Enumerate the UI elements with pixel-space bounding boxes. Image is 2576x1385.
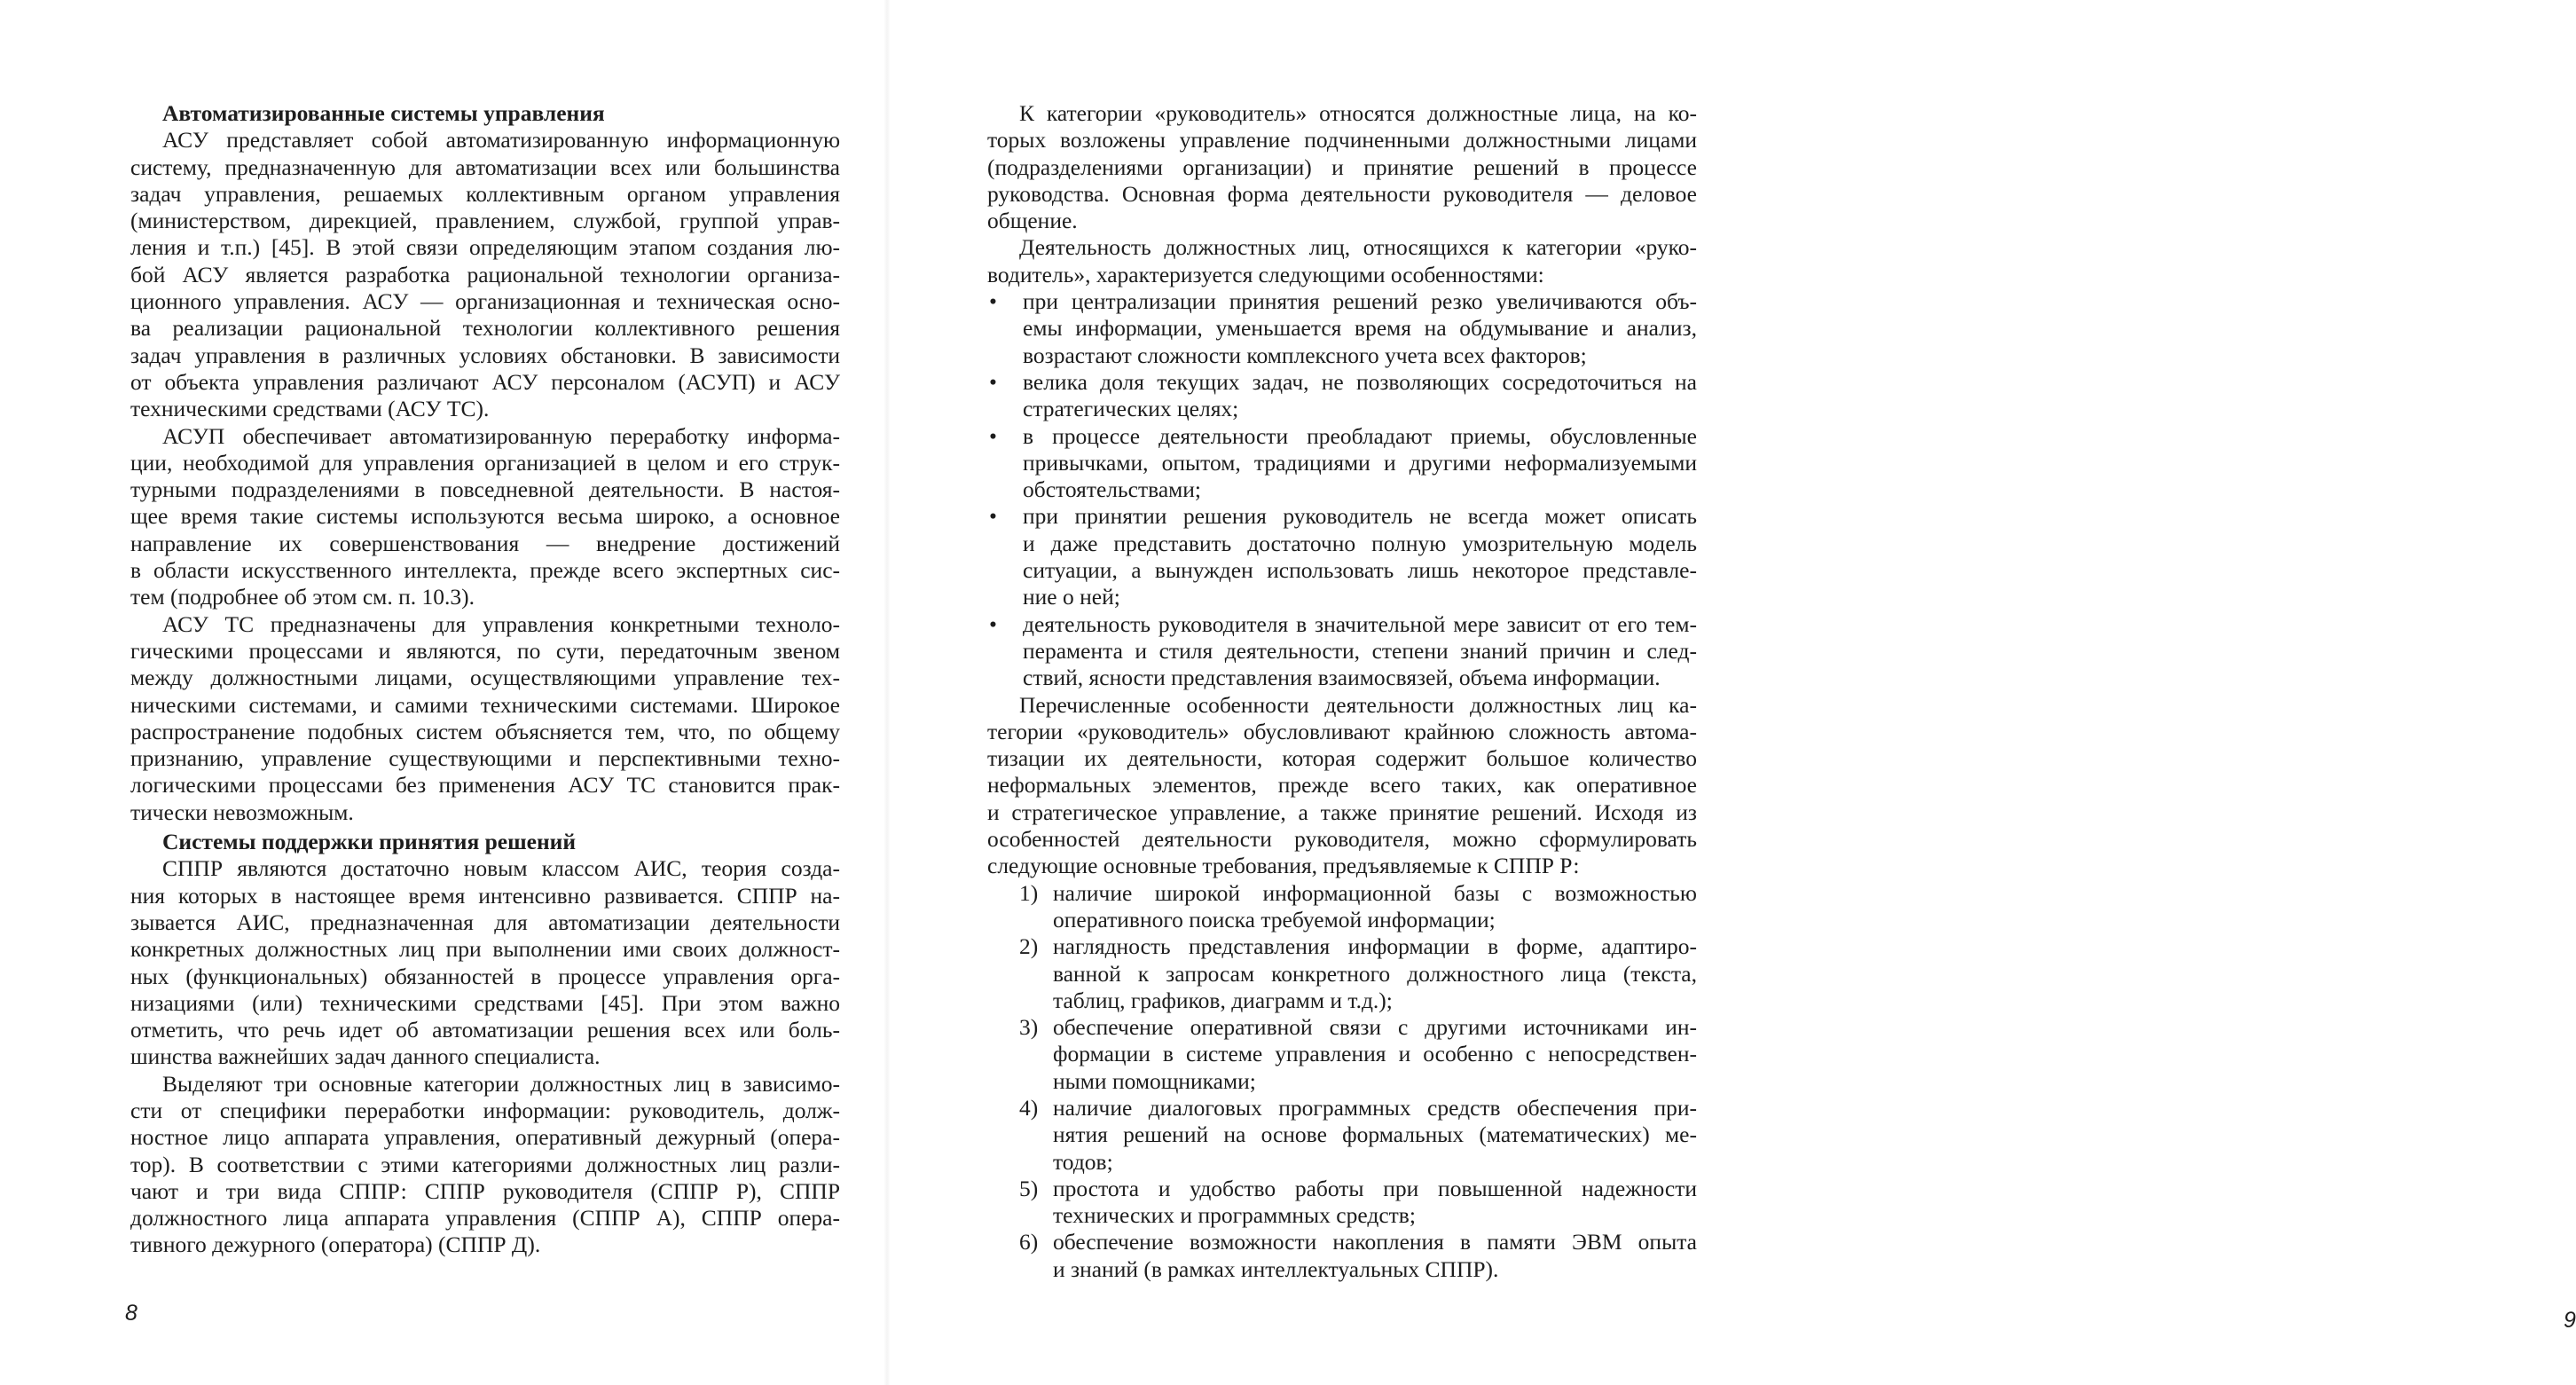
bullet-item xyxy=(987,369,1697,423)
features-bullet-list xyxy=(987,288,1697,691)
left-text-column xyxy=(130,100,840,1259)
paragraph-complexity xyxy=(987,692,1697,880)
text-line: тегории «руководитель» обусловливают крайнюю сложность автома- xyxy=(987,718,1697,744)
text-line: техническими средствами (АСУ ТС). xyxy=(130,396,490,422)
text-line: наглядность представления информации в форме, адаптиро- xyxy=(1053,933,1697,960)
text-line: ванной к запросам конкретного должностного лица (текста, xyxy=(1053,960,1697,987)
text-line: направление их совершенствования — внедрение достижений xyxy=(130,530,840,556)
bullet-item xyxy=(987,503,1697,610)
text-line: отметить, что речь идет об автоматизации решения всех или боль- xyxy=(130,1017,840,1043)
text-line: водитель», характеризуется следующими особенностями: xyxy=(987,261,1544,287)
left-page xyxy=(0,0,887,1385)
text-line: и даже представить достаточно полную умозрительную модель xyxy=(1023,530,1697,556)
requirement-number: 6) xyxy=(1019,1229,1039,1255)
text-line: систему, предназначенную для автоматизации всех или большинства xyxy=(130,153,840,180)
text-line: турными подразделениями в повседневной деятельности. В настоя- xyxy=(130,476,840,503)
text-line: ствий, ясности представления взаимосвязей, объема информации. xyxy=(1023,665,1661,691)
text-line: формации в системе управления и особенно с непосредствен- xyxy=(1053,1041,1697,1067)
page-number-left: 8 xyxy=(125,1301,137,1326)
text-line: и стратегическое управление, а также принятие решений. Исходя из xyxy=(987,799,1697,825)
paragraph-features-intro xyxy=(987,234,1697,288)
text-line: обеспечение оперативной связи с другими источниками ин- xyxy=(1053,1014,1697,1041)
text-line: АСУ представляет собой автоматизированную информационную xyxy=(162,127,840,153)
text-line: ния которых в настоящее время интенсивно развивается. СППР на- xyxy=(130,882,840,909)
text-line: АСУ ТС предназначены для управления конкретными техноло- xyxy=(162,610,840,637)
text-line: чают и три вида СППР: СППР руководителя (СППР Р), СППР xyxy=(130,1177,840,1204)
requirement-text xyxy=(1053,1014,1697,1095)
text-line: (подразделениями организации) и принятие решений в процессе xyxy=(987,153,1697,180)
text-line: • при централизации принятия решений резко увеличиваются объ- xyxy=(1023,288,1697,315)
text-line: наличие широкой информационной базы с возможностью xyxy=(1053,879,1697,906)
text-line: следующие основные требования, предъявляемые к СППР Р: xyxy=(987,853,1580,879)
text-line: Деятельность должностных лиц, относящихся к категории «руко- xyxy=(1019,234,1697,261)
text-line: ных (функциональных) обязанностей в процессе управления орга- xyxy=(130,963,840,989)
page-number-right: 9 xyxy=(2564,1308,2576,1333)
text-line: • при принятии решения руководитель не всегда может описать xyxy=(1023,503,1697,530)
text-line: ления и т.п.) [45]. В этой связи определяющим этапом создания лю- xyxy=(130,234,840,261)
requirement-number: 4) xyxy=(1019,1094,1039,1121)
paragraph-sppr xyxy=(130,855,840,1070)
paragraph-categories xyxy=(130,1071,840,1259)
text-line: тивного дежурного (оператора) (СППР Д). xyxy=(130,1232,541,1258)
text-line: обстоятельствами; xyxy=(1023,476,1202,503)
text-line: • деятельность руководителя в значительной мере зависит от его тем- xyxy=(1023,610,1697,637)
text-line: низациями (или) техническими средствами [45]. При этом важно xyxy=(130,989,840,1016)
text-line: ными помощниками; xyxy=(1053,1067,1256,1094)
requirement-text xyxy=(1053,1176,1697,1230)
text-line: тор). В соответствии с этими категориями должностных лиц разли- xyxy=(130,1151,840,1177)
requirement-text xyxy=(1053,933,1697,1014)
text-line: привычками, опытом, традициями и другими неформализуемыми xyxy=(1023,449,1697,476)
text-line: щее время такие системы используются весьма широко, а основное xyxy=(130,503,840,530)
paragraph-asu-ts xyxy=(130,611,840,826)
requirement-number: 3) xyxy=(1019,1014,1039,1041)
bullet-item xyxy=(987,288,1697,369)
text-line: ническими системами, и самими техническими системами. Широкое xyxy=(130,691,840,718)
text-line: между должностными лицами, осуществляющими управление тех- xyxy=(130,665,840,691)
text-line: тизации их деятельности, которая содержит большое количество xyxy=(987,745,1697,772)
text-line: тически невозможным. xyxy=(130,799,354,825)
text-line: от объекта управления различают АСУ персоналом (АСУП) и АСУ xyxy=(130,368,840,395)
text-line: торых возложены управление подчиненными должностными лицами xyxy=(987,127,1697,153)
text-line: АСУП обеспечивает автоматизированную переработку информа- xyxy=(162,422,840,449)
text-line: возрастают сложности комплексного учета всех факторов; xyxy=(1023,342,1587,368)
text-line: задач управления в различных условиях обстановки. В зависимости xyxy=(130,342,840,368)
text-line: ситуации, а вынужден использовать лишь некоторое представле- xyxy=(1023,557,1697,584)
requirement-item xyxy=(987,880,1697,934)
requirement-number: 2) xyxy=(1019,933,1039,960)
text-line: стратегических целях; xyxy=(1023,396,1239,422)
text-line: перамента и стиля деятельности, степени знаний причин и след- xyxy=(1023,637,1697,664)
text-line: К категории «руководитель» относятся должностные лица, на ко- xyxy=(1019,100,1697,126)
text-line: неформальных элементов, прежде всего таких, как оперативное xyxy=(987,772,1697,799)
text-line: задач управления, решаемых коллективным органом управления xyxy=(130,180,840,207)
paragraph-asup xyxy=(130,423,840,611)
requirement-item xyxy=(987,1095,1697,1176)
requirement-item xyxy=(987,1014,1697,1095)
text-line: наличие диалоговых программных средств обеспечения при- xyxy=(1053,1094,1697,1121)
requirement-text xyxy=(1053,880,1697,934)
text-line: ционного управления. АСУ — организационная и техническая осно- xyxy=(130,288,840,315)
text-line: оперативного поиска требуемой информации; xyxy=(1053,906,1496,933)
text-line: особенностей деятельности руководителя, можно сформулировать xyxy=(987,826,1697,853)
text-line: бой АСУ является разработка рациональной технологии организа- xyxy=(130,261,840,287)
text-line: таблиц, графиков, диаграмм и т.д.); xyxy=(1053,987,1393,1013)
text-line: тем (подробнее об этом см. п. 10.3). xyxy=(130,584,475,610)
text-line: конкретных должностных лиц при выполнении ими своих должност- xyxy=(130,936,840,963)
right-page xyxy=(887,0,2576,1385)
text-line: емы информации, уменьшается время на обдумывание и анализ, xyxy=(1023,315,1697,342)
text-line: общение. xyxy=(987,208,1078,234)
text-line: гическими процессами и являются, по сути, передаточным звеном xyxy=(130,637,840,664)
text-line: логическими процессами без применения АСУ ТС становится прак- xyxy=(130,772,840,799)
text-line: (министерством, дирекцией, правлением, службой, группой управ- xyxy=(130,208,840,234)
requirement-item xyxy=(987,1176,1697,1230)
requirement-text xyxy=(1053,1095,1697,1176)
text-line: признанию, управление существующими и перспективными техно- xyxy=(130,745,840,772)
text-line: Выделяют три основные категории должностных лиц в зависимо- xyxy=(162,1070,840,1097)
text-line: • в процессе деятельности преобладают приемы, обусловленные xyxy=(1023,422,1697,449)
requirement-text xyxy=(1053,1229,1697,1283)
heading-asu: Автоматизированные системы управления xyxy=(162,100,605,126)
text-line: Перечисленные особенности деятельности должностных лиц ка- xyxy=(1019,691,1697,718)
text-line: • велика доля текущих задач, не позволяющих сосредоточиться на xyxy=(1023,368,1697,395)
text-line: технических и программных средств; xyxy=(1053,1202,1416,1229)
text-line: ностное лицо аппарата управления, оперативный дежурный (опера- xyxy=(130,1124,840,1151)
text-line: обеспечение возможности накопления в памяти ЭВМ опыта xyxy=(1053,1229,1697,1255)
requirement-item xyxy=(987,933,1697,1014)
requirements-list xyxy=(987,880,1697,1283)
text-line: шинства важнейших задач данного специалиста. xyxy=(130,1043,601,1070)
text-line: СППР являются достаточно новым классом АИС, теория созда- xyxy=(162,855,840,882)
paragraph-manager-category xyxy=(987,100,1697,234)
text-line: тодов; xyxy=(1053,1148,1113,1175)
text-line: ние о ней; xyxy=(1023,584,1120,610)
text-line: нятия решений на основе формальных (математических) ме- xyxy=(1053,1121,1697,1148)
requirement-number: 1) xyxy=(1019,879,1039,906)
heading-sppr: Системы поддержки принятия решений xyxy=(162,829,577,855)
text-line: и знаний (в рамках интеллектуальных СППР). xyxy=(1053,1255,1499,1282)
paragraph-asu xyxy=(130,127,840,422)
bullet-item xyxy=(987,611,1697,692)
text-line: зывается АИС, предназначенная для автоматизации деятельности xyxy=(130,909,840,935)
text-line: ва реализации рациональной технологии коллективного решения xyxy=(130,315,840,342)
text-line: руководства. Основная форма деятельности руководителя — деловое xyxy=(987,180,1697,207)
text-line: должностного лица аппарата управления (СППР А), СППР опера- xyxy=(130,1205,840,1232)
text-line: сти от специфики переработки информации: руководитель, долж- xyxy=(130,1097,840,1123)
requirement-item xyxy=(987,1229,1697,1283)
text-line: простота и удобство работы при повышенной надежности xyxy=(1053,1175,1697,1201)
requirement-number: 5) xyxy=(1019,1175,1039,1201)
text-line: ции, необходимой для управления организацией в целом и его струк- xyxy=(130,449,840,476)
right-text-column xyxy=(987,100,1697,1283)
text-line: распространение подобных систем объясняется тем, что, по общему xyxy=(130,718,840,744)
bullet-item xyxy=(987,423,1697,504)
text-line: в области искусственного интеллекта, прежде всего экспертных сис- xyxy=(130,557,840,584)
